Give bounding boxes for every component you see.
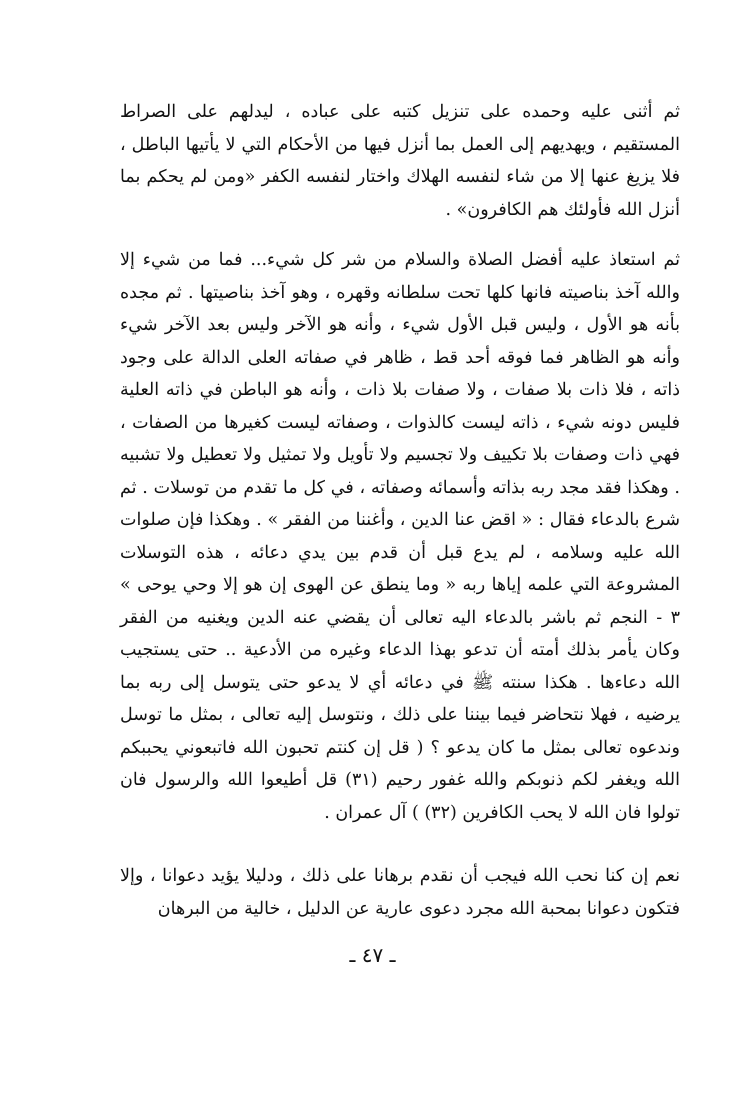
paragraph-2: ثم استعاذ عليه أفضل الصلاة والسلام من شر كل شيء... فما من شيء إلا والله آخذ بناصيته فانها كلها تحت سلطانه وقهره ، وهو آخذ بناصيتها . ثم مجده بأنه هو الأول ، وليس قبل الأول شيء ، وأنه هو الآخر وليس بعد الآخر شيء وأنه هو الظاهر فما فوقه أحد قط ، ظاهر في صفاته العلى الدالة على وجود ذاته ، فلا ذات بلا صفات ، ولا صفات بلا ذات ، وأنه هو الباطن في ذاته العلية فليس دونه شيء ، ذاته ليست كالذوات ، وصفاته ليست كغيرها من الصفات ، فهي ذات وصفات بلا تكييف ولا تجسيم ولا تأويل ولا تمثيل ولا تعطيل ولا تشبيه . وهكذا فقد مجد ربه بذاته وأسمائه وصفاته ، في كل ما تقدم من توسلات . ثم شرع بالدعاء فقال : « اقض عنا الدين ، وأغننا من الفقر » . وهكذا فإن صلوات الله عليه وسلامه ، لم يدع قبل أن قدم بين يدي دعائه ، هذه التوسلات المشروعة التي علمه إياها ربه « وما ينطق عن الهوى إن هو إلا وحي يوحى » ٣ - النجم ثم باشر بالدعاء اليه تعالى أن يقضي عنه الدين ويغنيه من الفقر وكان يأمر بذلك أمته أن تدعو بهذا الدعاء وغيره من الأدعية .. حتى يستجيب الله دعاءها . هكذا سنته ﷺ في دعائه أي لا يدعو حتى يتوسل إلى ربه بما يرضيه ، فهلا نتحاضر فيما بيننا على ذلك ، ونتوسل إليه تعالى ، بمثل ما توسل وندعوه تعالى بمثل ما كان يدعو ؟ ( قل إن كنتم تحبون الله فاتبعوني يحببكم الله ويغفر لكم ذنوبكم والله غفور رحيم (٣١) قل أطيعوا الله والرسول فان تولوا فان الله لا يحب الكافرين (٣٢) ) آل عمران .: [120, 250, 680, 823]
paragraph-1: ثم أثنى عليه وحمده على تنزيل كتبه على عباده ، ليدلهم على الصراط المستقيم ، ويهديهم إلى العمل بما أنزل فيها من الأحكام التي لا يأتيها الباطل ، فلا يزيغ عنها إلا من شاء لنفسه الهلاك واختار لنفسه الكفر «ومن لم يحكم بما أنزل الله فأولئك هم الكافرون» .: [120, 102, 680, 220]
page-number: ـ ٤٧ ـ: [349, 943, 396, 967]
paragraph-3: نعم إن كنا نحب الله فيجب أن نقدم برهانا على ذلك ، ودليلا يؤيد دعوانا ، وإلا فتكون دعوانا بمحبة الله مجرد دعوى عارية عن الدليل ، خالية من البرهان: [120, 866, 680, 919]
